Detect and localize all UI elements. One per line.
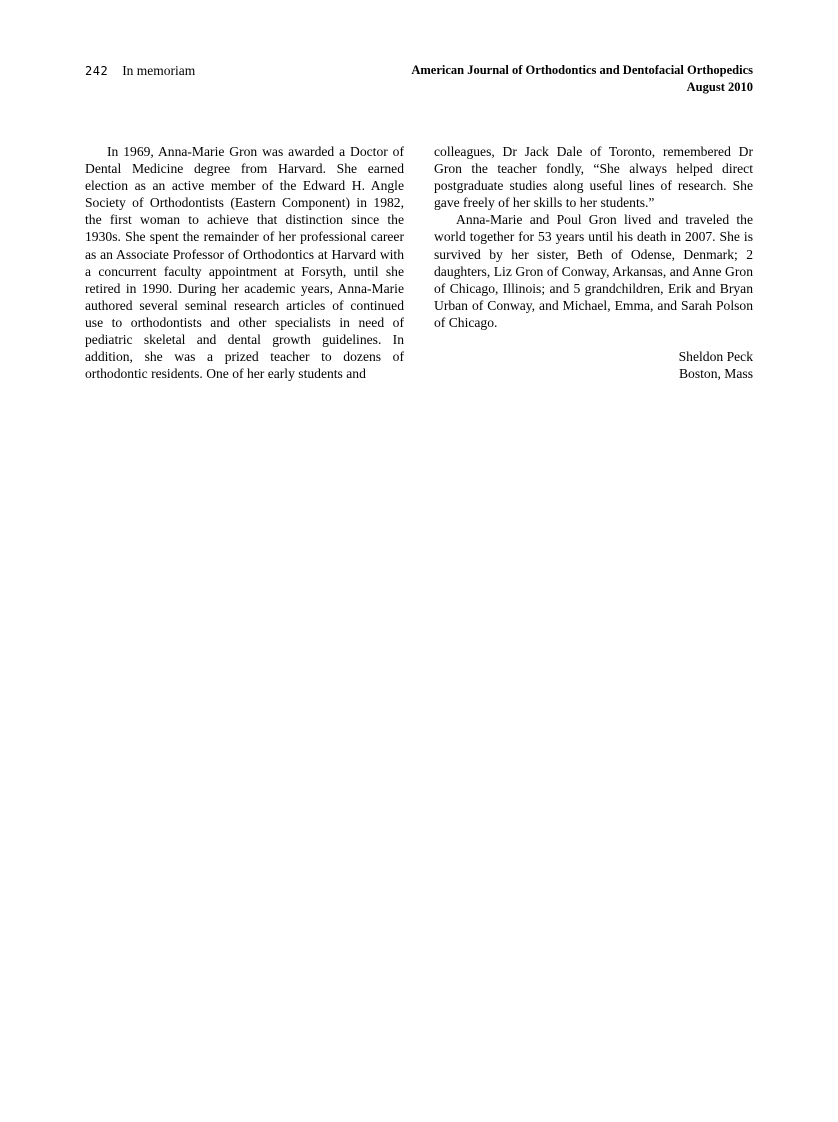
running-head-right	[411, 62, 753, 96]
page-number: 242	[85, 64, 109, 78]
obituary-paragraph-2: Anna-Marie and Poul Gron lived and traveled the world together for 53 years until his death in 2007. She is survived by her sister, Beth of Odense, Denmark; 2 daughters, Liz Gron of Conway, Arkansas, and Anne Gron of Chicago, Illinois; and 5 grandchildren, Erik and Bryan Urban of Conway, and Michael, Emma, and Sarah Polson of Chicago.	[434, 212, 753, 330]
article-body	[85, 143, 753, 382]
running-head-left	[85, 62, 195, 79]
page-header	[85, 62, 753, 96]
section-title: In memoriam	[122, 63, 196, 78]
obituary-paragraph-1: In 1969, Anna-Marie Gron was awarded a Doctor of Dental Medicine degree from Harvard. She earned election as an active member of the Edward H. Angle Society of Orthodontists (Eastern Component) in 1982, the first woman to achieve that distinction since the 1930s. She spent the remainder of her professional career as an Associate Professor of Orthodontics at Harvard with a concurrent faculty appointment at Forsyth, until she retired in 1990. During her academic years, Anna-Marie authored several seminal research articles of continued use to orthodontists and other specialists in need of pediatric skeletal and dental growth guidelines. In addition, she was a prized teacher to dozens of orthodontic residents. One of her early students and	[85, 144, 404, 382]
signature-block	[434, 348, 753, 382]
obituary-paragraph-1-continuation: colleagues, Dr Jack Dale of Toronto, remembered Dr Gron the teacher fondly, “She always helped direct postgraduate studies along useful lines of research. She gave freely of her skills to her students.”	[434, 144, 753, 211]
journal-name: American Journal of Orthodontics and Dentofacial Orthopedics	[411, 63, 753, 77]
right-column	[434, 143, 753, 382]
left-column	[85, 143, 404, 382]
signature-name: Sheldon Peck	[678, 349, 753, 365]
issue-date: August 2010	[686, 80, 753, 94]
signature-location: Boston, Mass	[678, 366, 753, 382]
